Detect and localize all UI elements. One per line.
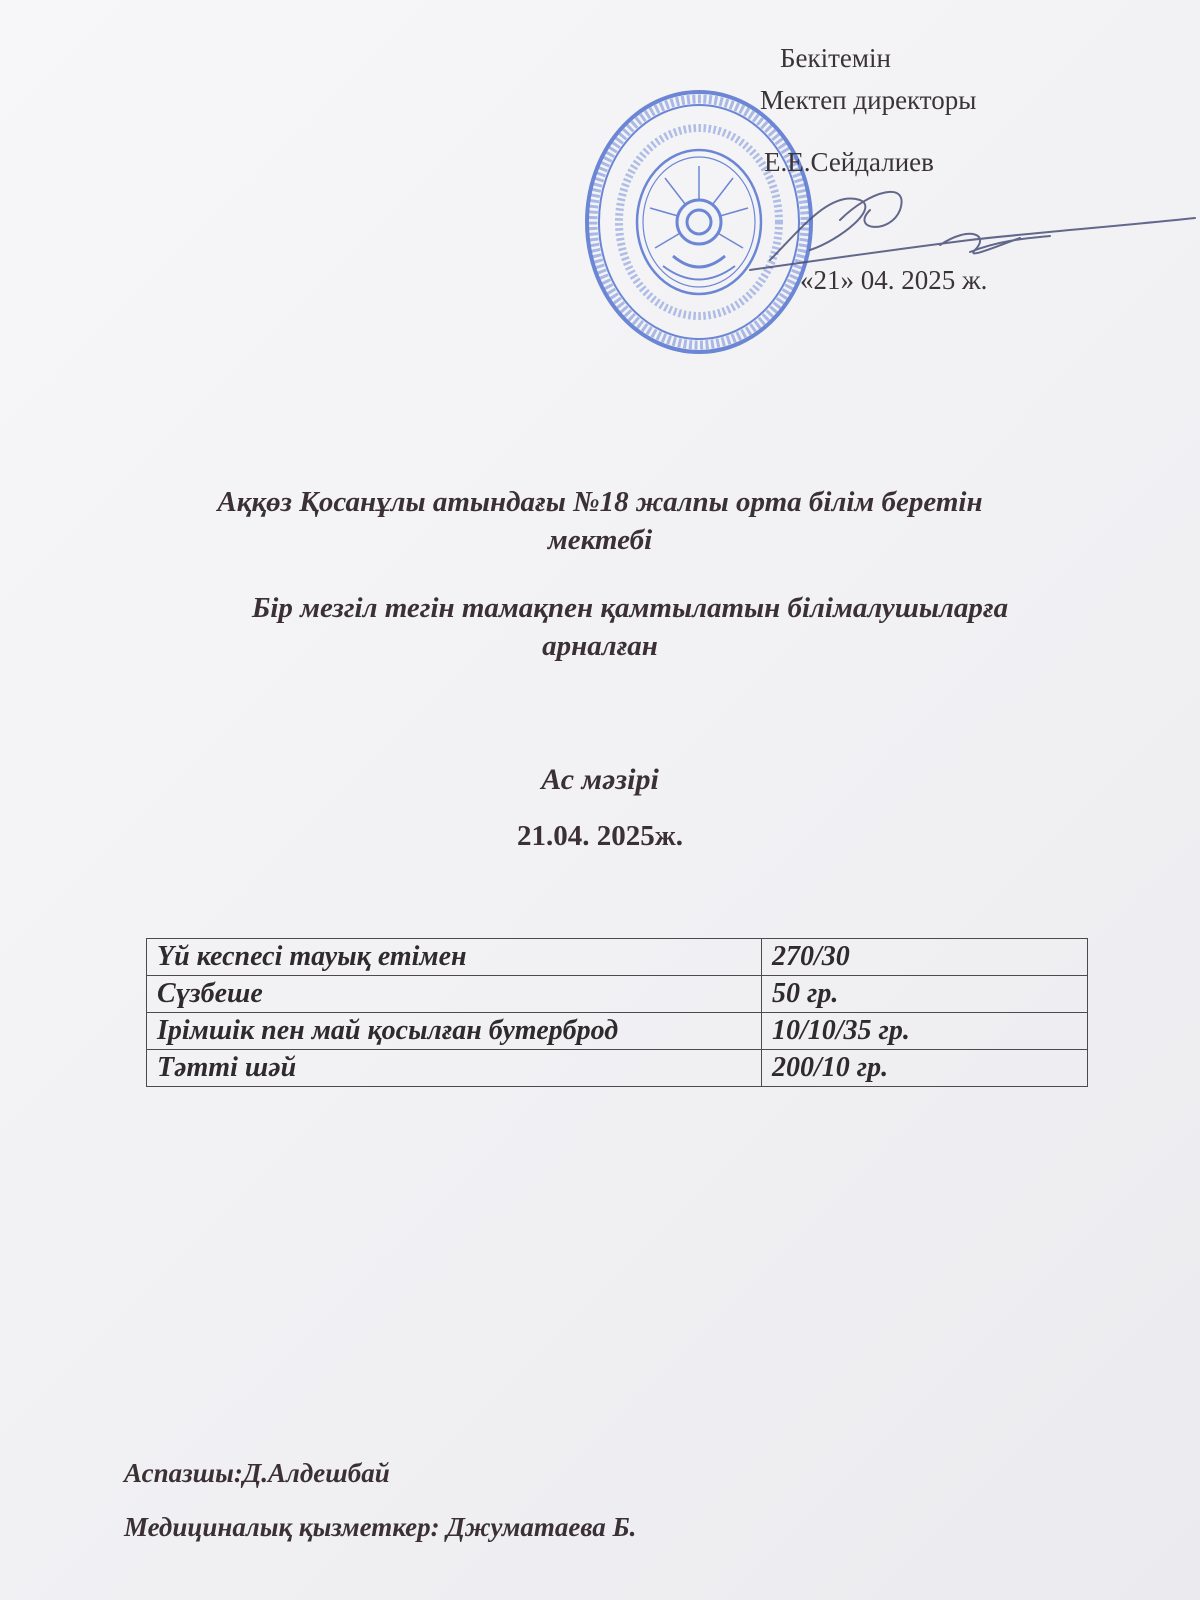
table-row	[147, 1050, 1088, 1087]
menu-title: Ас мәзірі	[541, 763, 659, 796]
purpose-line1: Бір мезгіл тегін тамақпен қамтылатын білімалушыларға	[251, 592, 1009, 624]
table-row	[147, 1013, 1088, 1050]
director-signature-icon	[740, 150, 1200, 310]
dish-cell: Үй кеспесі тауық етімен	[147, 939, 762, 976]
school-name-line1: Аққөз Қосанұлы атындағы №18 жалпы орта білім беретін	[217, 486, 983, 518]
table-row	[147, 939, 1088, 976]
portion-cell: 10/10/35 гр.	[762, 1013, 1088, 1050]
portion-cell: 270/30	[762, 939, 1088, 976]
medic-signature-line: Медициналық қызметкер: Джуматаева Б.	[124, 1512, 637, 1542]
dish-cell: Тәтті шәй	[147, 1050, 762, 1087]
portion-cell: 50 гр.	[762, 976, 1088, 1013]
portion-cell: 200/10 гр.	[762, 1050, 1088, 1087]
approval-date: «21» 04. 2025 ж.	[800, 265, 988, 295]
table-row	[147, 976, 1088, 1013]
menu-date: 21.04. 2025ж.	[516, 820, 684, 852]
purpose-line2: арналған	[542, 630, 658, 662]
school-name-line2: мектебі	[547, 524, 653, 556]
approval-word: Бекітемін	[780, 43, 891, 73]
director-title: Мектеп директоры	[760, 85, 977, 115]
menu-table	[146, 938, 1088, 1087]
dish-cell: Сүзбеше	[147, 976, 762, 1013]
dish-cell: Ірімшік пен май қосылған бутерброд	[147, 1013, 762, 1050]
cook-signature-line: Аспазшы:Д.Алдешбай	[124, 1458, 390, 1488]
director-name: Е.Е.Сейдалиев	[764, 147, 934, 177]
